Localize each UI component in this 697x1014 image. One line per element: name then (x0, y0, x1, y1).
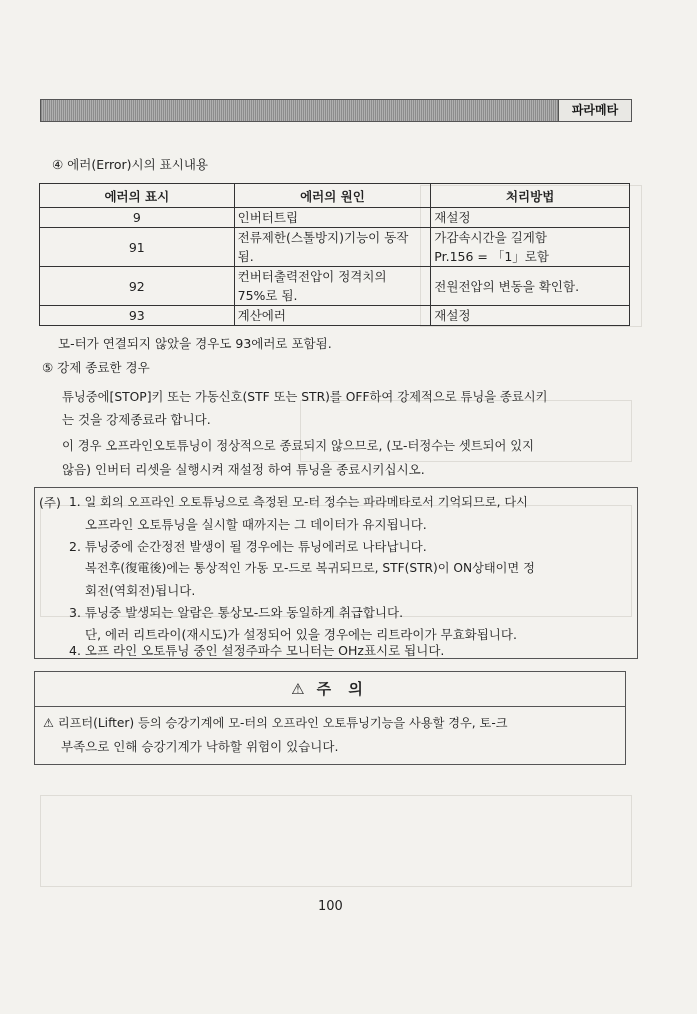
error-cause (234, 267, 431, 306)
warning-line-text: 리프터(Lifter) 등의 승강기계에 모-터의 오프라인 오토튜닝기능을 사용할 경우, 토-크 (57, 716, 508, 730)
table-row (40, 208, 630, 228)
table-row (40, 267, 630, 306)
warning-triangle-icon: ⚠ (291, 680, 311, 698)
note-line: 3. 튜닝중 발생되는 알람은 통상모-드와 동일하게 취급합니다. (69, 605, 404, 620)
note-line: 2. 튜닝중에 순간정전 발생이 될 경우에는 튜닝에러로 나타납니다. (69, 539, 427, 554)
section5-para2-line1: 이 경우 오프라인오토튜닝이 정상적으로 종료되지 않으므로, (모-터정수는 셋트되어 있지 (62, 439, 535, 453)
notes-box (34, 487, 638, 659)
error-action: 재설정 (431, 208, 630, 228)
error-action: 재설정 (431, 306, 630, 326)
table-row (40, 228, 630, 267)
section5-para2-line2: 않음) 인버터 리셋을 실행시켜 재설정 하여 튜닝을 종료시키십시오. (62, 462, 425, 477)
note-line: 회전(역회전)됩니다. (85, 583, 196, 598)
notes-label: (주) (39, 495, 61, 510)
warning-line: 부족으로 인해 승강기계가 낙하할 위험이 있습니다. (61, 739, 339, 754)
header-label: 파라메타 (558, 100, 631, 121)
section4-title: ④ 에러(Error)시의 표시내용 (52, 157, 208, 172)
header-bar (40, 99, 632, 122)
table-header-row (40, 184, 630, 208)
error-code: 92 (40, 267, 235, 306)
header-action: 처리방법 (431, 184, 630, 208)
error-cause: 계산에러 (234, 306, 431, 326)
error-table (39, 183, 630, 326)
cause-line: 됨. (237, 249, 254, 264)
note-line: 복전후(復電後)에는 통상적인 가동 모-드로 복귀되므로, STF(STR)이 ON상태이면 정 (85, 561, 535, 575)
note-line: 4. 오프 라인 오토튜닝 중인 설정주파수 모니터는 OHz표시로 됩니다. (69, 643, 445, 658)
error-cause: 인버터트립 (234, 208, 431, 228)
error-action: 전원전압의 변동을 확인함. (431, 267, 630, 306)
error-code: 93 (40, 306, 235, 326)
note-line: 단, 에러 리트라이(재시도)가 설정되어 있을 경우에는 리트라이가 무효화됩니다. (85, 627, 517, 642)
warning-box (34, 671, 626, 765)
cause-line: 컨버터출력전압이 정격치의 (237, 269, 387, 284)
note-line: 1. 일 회의 오프라인 오토튜닝으로 측정된 모-터 정수는 파라메타로서 기억되므로, 다시 (69, 495, 528, 509)
error-code: 9 (40, 208, 235, 228)
warning-triangle-icon: ⚠ (43, 716, 54, 730)
section5-para1-line1: 튜닝중에[STOP]키 또는 가동신호(STF 또는 STR)를 OFF하여 강제적으로 튜닝을 종료시키 (62, 390, 548, 404)
cause-line: 75%로 됨. (237, 288, 298, 303)
error-cause (234, 228, 431, 267)
warning-title (35, 672, 625, 707)
section5-para1-line2: 는 것을 강제종료라 합니다. (62, 412, 211, 427)
warning-line (43, 714, 508, 731)
cause-line: 전류제한(스톨방지)기능이 동작 (237, 230, 409, 245)
action-line: Pr.156 = 「1」로함 (434, 249, 549, 264)
error-code: 91 (40, 228, 235, 267)
error-action (431, 228, 630, 267)
action-line: 가감속시간을 길게함 (434, 230, 547, 245)
section5-title: ⑤ 강제 종료한 경우 (42, 360, 150, 375)
table-footnote: 모-터가 연결되지 않았을 경우도 93에러로 포함됨. (58, 336, 332, 351)
header-display: 에러의 표시 (40, 184, 235, 208)
bleed-through-box-4 (40, 795, 632, 887)
page-number: 100 (318, 899, 343, 914)
warning-title-text: 주 의 (316, 680, 369, 698)
header-cause: 에러의 원인 (234, 184, 431, 208)
note-line: 오프라인 오토튜닝을 실시할 때까지는 그 데이터가 유지됩니다. (85, 517, 427, 532)
table-row (40, 306, 630, 326)
